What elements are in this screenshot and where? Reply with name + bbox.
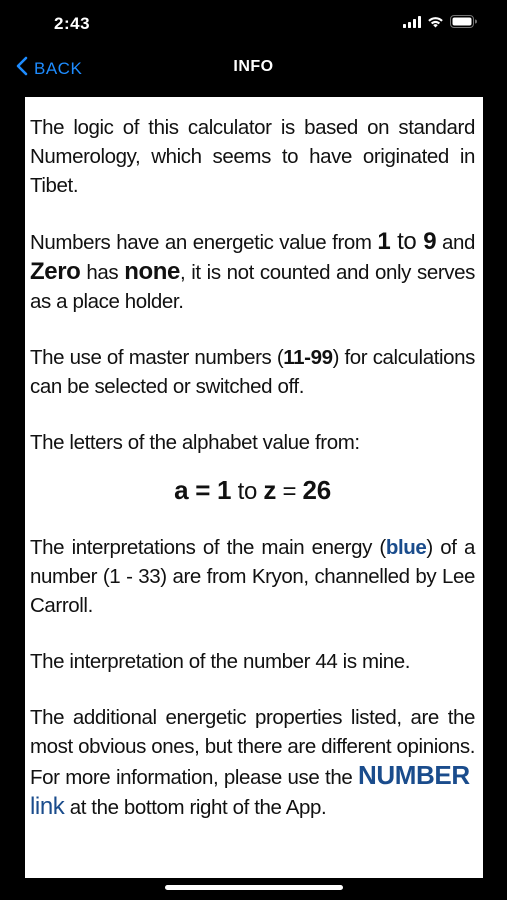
signal-icon <box>403 15 421 33</box>
text-segment: The use of master numbers ( <box>30 346 284 369</box>
formula-alphabet <box>30 475 475 507</box>
formula-z: z <box>263 475 277 505</box>
status-icons <box>403 15 477 33</box>
text-segment: The interpretations of the main energy ( <box>30 536 386 559</box>
text-and: and <box>436 231 475 254</box>
text-segment: ) for calculations can be selected or switched off. <box>30 346 476 398</box>
word-zero: Zero <box>30 258 81 285</box>
paragraph-interpretations <box>30 533 475 620</box>
master-range: 11-99 <box>283 346 333 369</box>
status-time: 2:43 <box>54 14 91 33</box>
status-bar <box>0 0 507 50</box>
text-has: has <box>80 261 125 284</box>
text-segment: Numbers have an energetic value from <box>30 231 378 254</box>
paragraph-additional <box>30 703 475 822</box>
formula-one: 1 <box>217 475 232 505</box>
formula-to: to <box>231 478 264 505</box>
word-blue: blue <box>385 536 427 559</box>
formula-eq: = <box>276 478 303 505</box>
back-label: BACK <box>34 58 83 78</box>
formula-26: 26 <box>302 475 331 505</box>
page-title: INFO <box>233 58 274 75</box>
text-segment: at the bottom right of the App. <box>64 796 327 819</box>
word-none: none <box>124 258 180 285</box>
text-to: to <box>390 228 424 255</box>
text-segment: ) of a number (1 - 33) are from Kryon, channelled by Lee Carroll. <box>30 536 475 617</box>
home-indicator[interactable] <box>165 885 343 890</box>
paragraph-alphabet: The letters of the alphabet value from: <box>30 431 360 454</box>
number-one: 1 <box>377 228 391 255</box>
link-word[interactable]: link <box>30 793 65 820</box>
formula-a: a = <box>174 475 218 505</box>
paragraph-master-numbers <box>30 343 475 401</box>
paragraph-energetic-values <box>30 227 475 316</box>
nav-bar <box>0 50 507 88</box>
number-nine: 9 <box>423 228 437 255</box>
paragraph-logic: The logic of this calculator is based on standard Numerology, which seems to have originated in Tibet. <box>30 116 475 197</box>
text-segment: , it is not counted and only serves as a place holder. <box>30 261 475 313</box>
info-content <box>25 97 483 878</box>
number-link[interactable]: NUMBER <box>357 760 470 790</box>
paragraph-number-44: The interpretation of the number 44 is mine. <box>30 650 411 673</box>
battery-icon <box>450 15 477 33</box>
wifi-icon <box>427 15 444 33</box>
text-segment: The additional energetic properties listed, are the most obvious ones, but there are different opinions. For more information, please use the <box>30 706 475 789</box>
